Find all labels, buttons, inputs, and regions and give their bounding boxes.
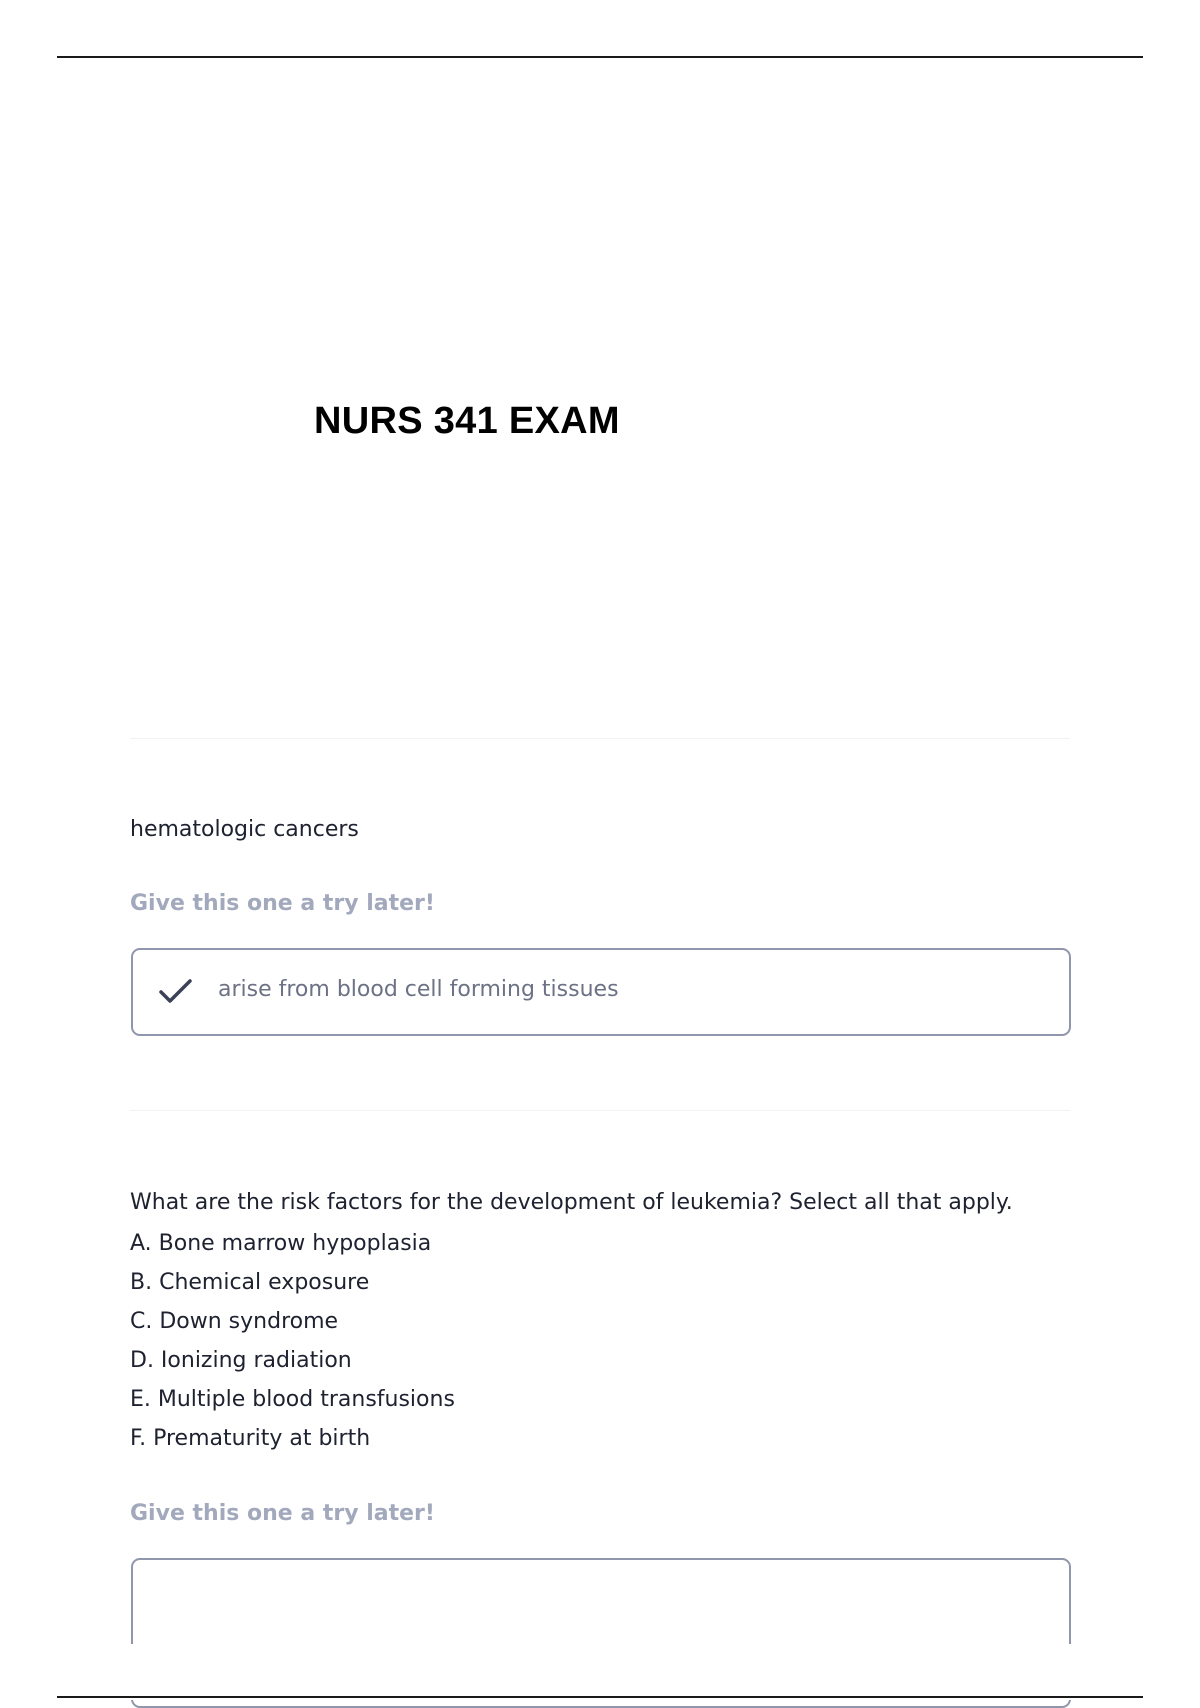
answer-box[interactable] — [131, 948, 1071, 1036]
question-text: What are the risk factors for the development of leukemia? Select all that apply. — [130, 1190, 1013, 1215]
document-title: NURS 341 EXAM — [314, 400, 620, 442]
card-divider — [130, 738, 1070, 739]
page-bottom-margin — [0, 1644, 1200, 1700]
card-divider — [130, 1110, 1070, 1111]
try-later-hint: Give this one a try later! — [130, 891, 435, 916]
top-rule — [57, 56, 1143, 58]
option-item: B. Chemical exposure — [130, 1270, 370, 1295]
check-icon — [157, 977, 195, 1007]
option-item: D. Ionizing radiation — [130, 1348, 352, 1373]
bottom-rule — [57, 1696, 1143, 1698]
answer-text: arise from blood cell forming tissues — [218, 977, 619, 1002]
options-list — [130, 1229, 455, 1463]
card-term: hematologic cancers — [130, 817, 359, 842]
option-item: F. Prematurity at birth — [130, 1426, 371, 1451]
option-item: E. Multiple blood transfusions — [130, 1387, 455, 1412]
try-later-hint: Give this one a try later! — [130, 1501, 435, 1526]
option-item: A. Bone marrow hypoplasia — [130, 1231, 432, 1256]
option-item: C. Down syndrome — [130, 1309, 339, 1334]
